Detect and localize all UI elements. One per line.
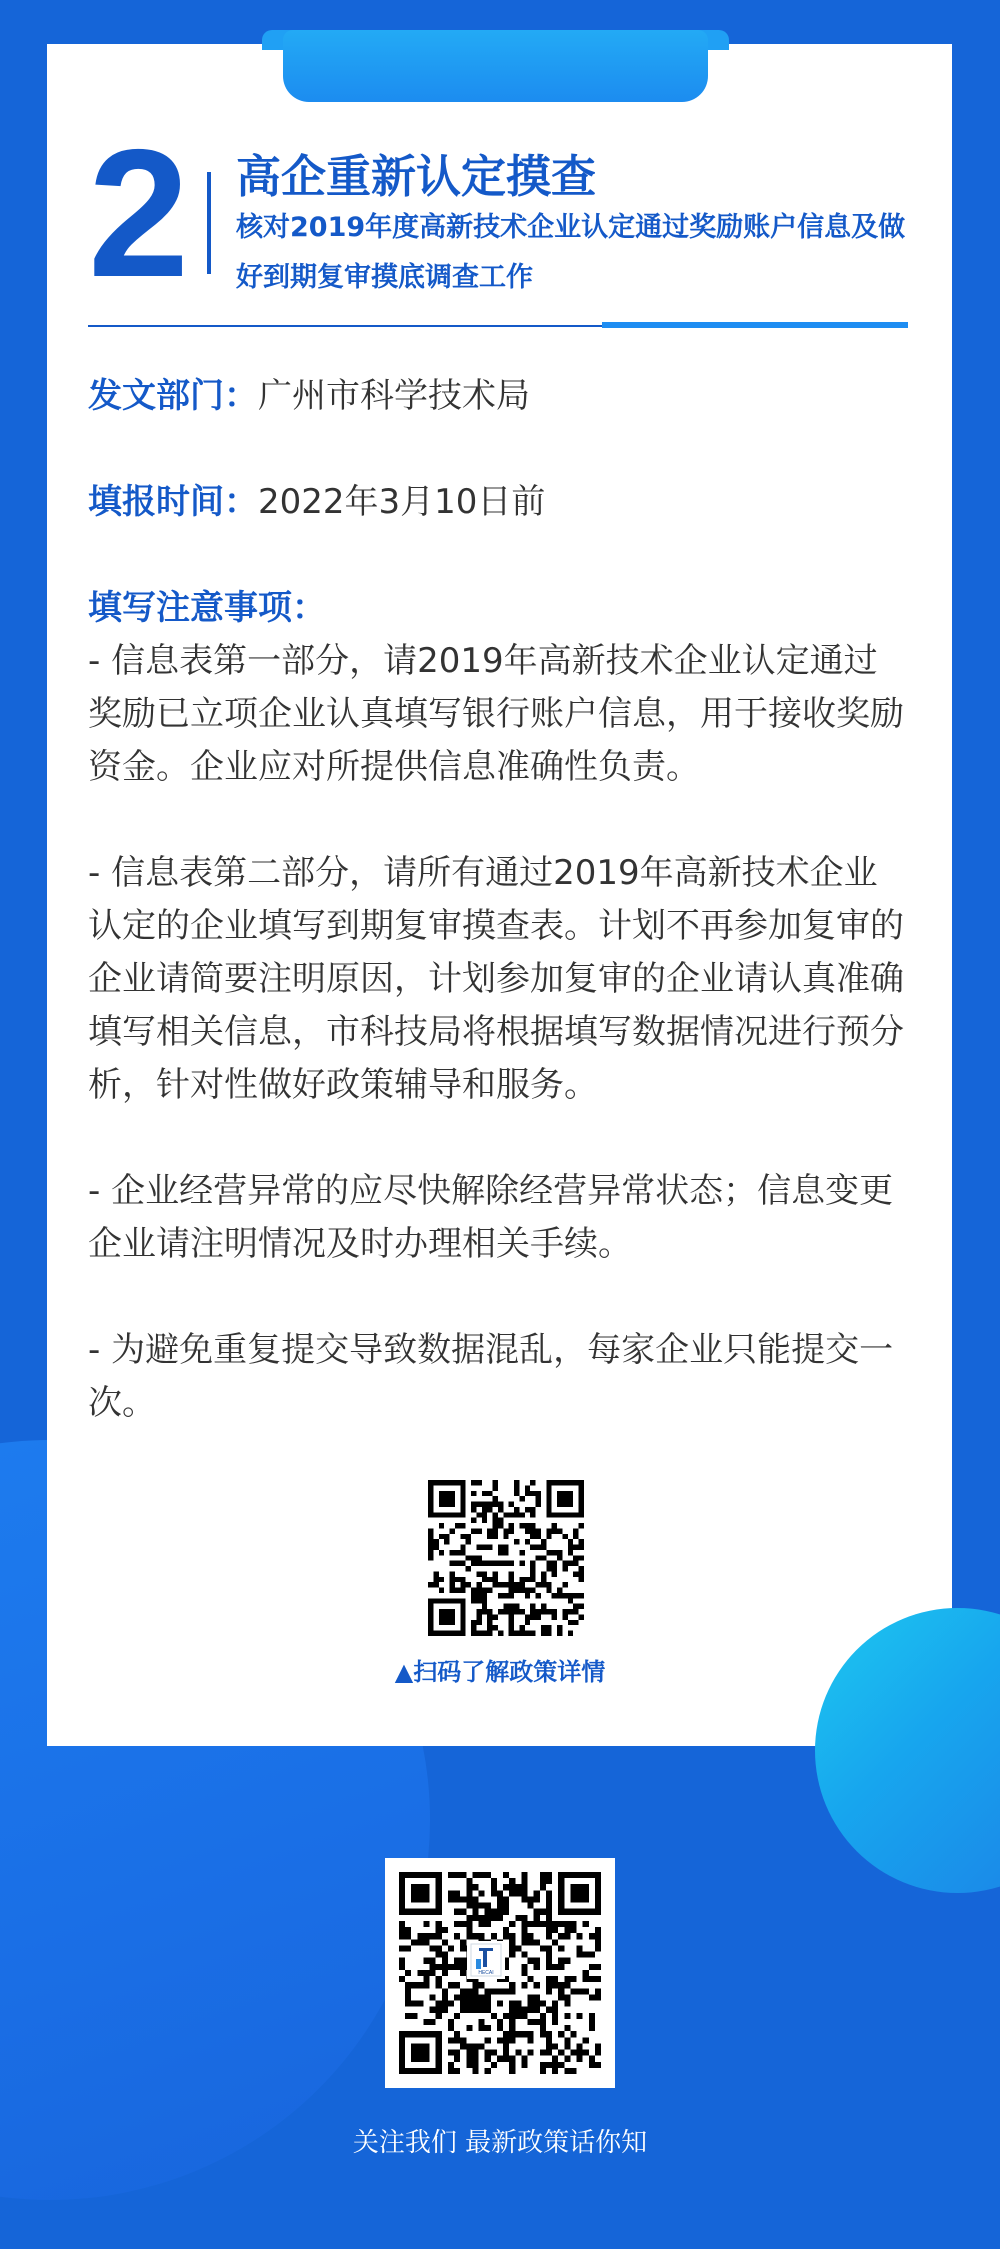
dept-value: 广州市科学技术局 <box>258 376 530 416</box>
note-item: - 信息表第一部分，请2019年高新技术企业认定通过奖励已立项企业认真填写银行账户信息，用于接收奖励资金。企业应对所提供信息准确性负责。 <box>88 641 904 787</box>
page-subtitle: 核对2019年度高新技术企业认定通过奖励账户信息及做好到期复审摸底调查工作 <box>236 212 906 293</box>
policy-qr-code[interactable] <box>428 1480 584 1636</box>
note-item: - 企业经营异常的应尽快解除经营异常状态；信息变更企业请注明情况及时办理相关手续。 <box>88 1171 894 1264</box>
notes-label: 填写注意事项： <box>88 588 326 628</box>
notes-list <box>88 635 908 1483</box>
svg-text:HECAI: HECAI <box>478 1970 494 1976</box>
header-rule-accent <box>602 322 908 328</box>
page-title: 高企重新认定摸查 <box>236 150 597 203</box>
follow-us-text: 关注我们 最新政策话你知 <box>352 2128 648 2158</box>
brand-logo-icon <box>467 1941 505 1979</box>
follow-qr-frame <box>385 1858 615 2088</box>
deadline-value: 2022年3月10日前 <box>258 482 546 522</box>
dept-label: 发文部门： <box>88 376 258 416</box>
deadline-row <box>88 474 545 523</box>
card-tab <box>283 30 708 102</box>
note-item: - 为避免重复提交导致数据混乱，每家企业只能提交一次。 <box>88 1330 894 1423</box>
note-item: - 信息表第二部分，请所有通过2019年高新技术企业认定的企业填写到期复审摸查表。计划不再参加复审的企业请简要注明原因，计划参加复审的企业请认真准确填写相关信息，市科技局将根据填写数据情况进行预分析，针对性做好政策辅导和服务。 <box>88 853 904 1105</box>
title-divider <box>207 172 211 274</box>
section-number: 2 <box>88 111 190 315</box>
scan-hint: ▲扫码了解政策详情 <box>394 1658 606 1686</box>
dept-row <box>88 368 530 417</box>
deadline-label: 填报时间： <box>88 482 258 522</box>
